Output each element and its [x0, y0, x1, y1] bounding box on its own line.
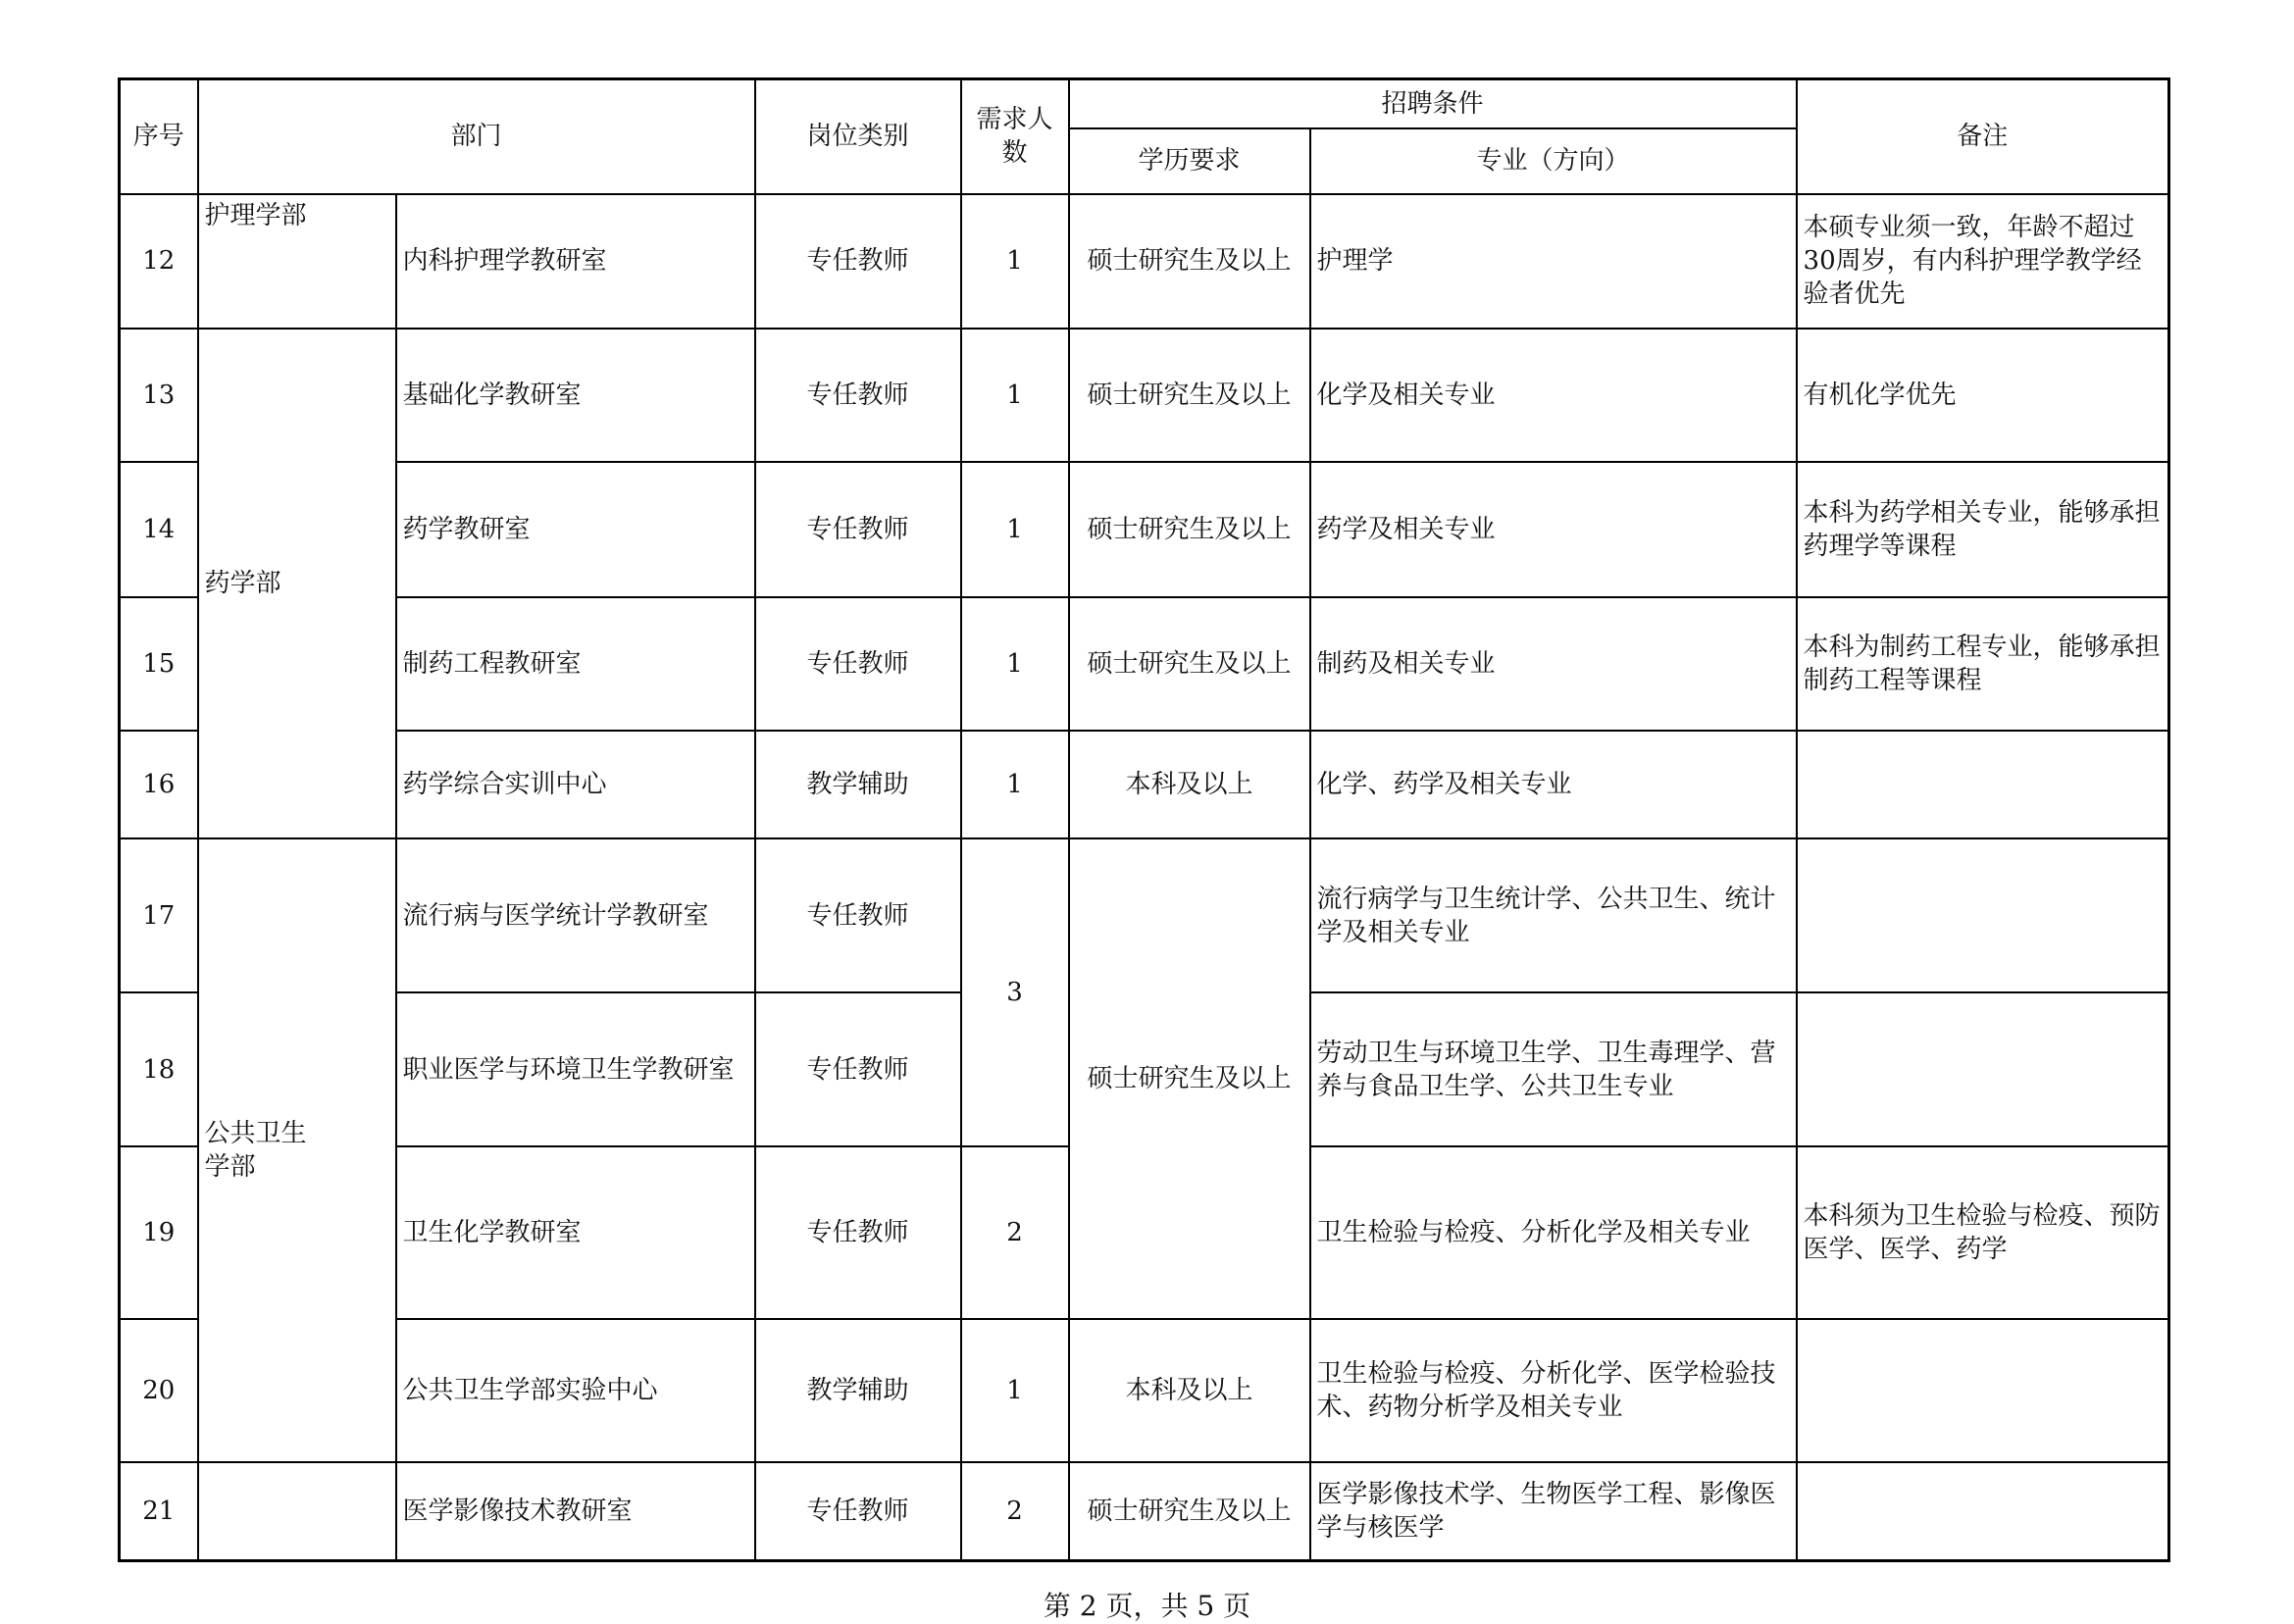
remark-cell: 有机化学优先: [1797, 329, 2169, 462]
subdept-cell: 公共卫生学部实验中心: [396, 1319, 755, 1462]
post-type-cell: 专任教师: [755, 838, 961, 991]
post-type-cell: 教学辅助: [755, 1319, 961, 1462]
seq-cell: 12: [120, 194, 198, 329]
remark-cell: [1797, 1462, 2169, 1560]
header-dept: 部门: [198, 79, 755, 194]
page-footer: 第 2 页，共 5 页: [1043, 1590, 1251, 1622]
recruitment-table: [118, 77, 2170, 1562]
seq-cell: 14: [120, 462, 198, 596]
remark-cell: 本科为药学相关专业，能够承担药理学等课程: [1797, 462, 2169, 596]
remark-cell: [1797, 1319, 2169, 1462]
post-type-cell: 专任教师: [755, 194, 961, 329]
table-row: [120, 1462, 2169, 1560]
seq-cell: 21: [120, 1462, 198, 1560]
count-cell-merged: 3: [961, 838, 1069, 1146]
remark-cell: [1797, 731, 2169, 838]
table-row: [120, 731, 2169, 838]
education-cell: 硕士研究生及以上: [1069, 329, 1310, 462]
count-cell: 1: [961, 597, 1069, 731]
dept-cell-public-health: [198, 838, 396, 1462]
subdept-cell: 药学综合实训中心: [396, 731, 755, 838]
table-row: [120, 329, 2169, 462]
major-cell: 化学、药学及相关专业: [1310, 731, 1797, 838]
dept-cell-nursing: 护理学部: [198, 194, 396, 329]
table-row: [120, 462, 2169, 596]
subdept-cell: 内科护理学教研室: [396, 194, 755, 329]
subdept-cell: 职业医学与环境卫生学教研室: [396, 992, 755, 1146]
dept-cell-pharmacy: 药学部: [198, 329, 396, 838]
count-cell: 1: [961, 462, 1069, 596]
header-major: 专业（方向）: [1310, 128, 1797, 194]
header-post-type: 岗位类别: [755, 79, 961, 194]
education-cell: 本科及以上: [1069, 731, 1310, 838]
header-seq: 序号: [120, 79, 198, 194]
header-count: 需求人数: [961, 79, 1069, 194]
major-cell: 药学及相关专业: [1310, 462, 1797, 596]
subdept-cell: 医学影像技术教研室: [396, 1462, 755, 1560]
seq-cell: 20: [120, 1319, 198, 1462]
count-cell: 2: [961, 1462, 1069, 1560]
remark-cell: [1797, 838, 2169, 991]
header-conditions: 招聘条件: [1069, 79, 1797, 128]
subdept-cell: 卫生化学教研室: [396, 1146, 755, 1319]
education-cell-merged: 硕士研究生及以上: [1069, 838, 1310, 1318]
header-education: 学历要求: [1069, 128, 1310, 194]
post-type-cell: 专任教师: [755, 992, 961, 1146]
post-type-cell: 专任教师: [755, 1146, 961, 1319]
major-cell: 卫生检验与检疫、分析化学及相关专业: [1310, 1146, 1797, 1319]
count-cell: 1: [961, 194, 1069, 329]
seq-cell: 15: [120, 597, 198, 731]
subdept-cell: 流行病与医学统计学教研室: [396, 838, 755, 991]
subdept-cell: 药学教研室: [396, 462, 755, 596]
major-cell: 劳动卫生与环境卫生学、卫生毒理学、营养与食品卫生学、公共卫生专业: [1310, 992, 1797, 1146]
table-row: [120, 838, 2169, 991]
post-type-cell: 教学辅助: [755, 731, 961, 838]
remark-cell: 本硕专业须一致，年龄不超过30周岁，有内科护理学教学经验者优先: [1797, 194, 2169, 329]
count-cell: 1: [961, 731, 1069, 838]
major-cell: 制药及相关专业: [1310, 597, 1797, 731]
education-cell: 硕士研究生及以上: [1069, 1462, 1310, 1560]
post-type-cell: 专任教师: [755, 597, 961, 731]
education-cell: 硕士研究生及以上: [1069, 597, 1310, 731]
education-cell: 硕士研究生及以上: [1069, 194, 1310, 329]
subdept-cell: 基础化学教研室: [396, 329, 755, 462]
seq-cell: 16: [120, 731, 198, 838]
seq-cell: 13: [120, 329, 198, 462]
education-cell: 硕士研究生及以上: [1069, 462, 1310, 596]
post-type-cell: 专任教师: [755, 329, 961, 462]
subdept-cell: 制药工程教研室: [396, 597, 755, 731]
count-cell: 1: [961, 1319, 1069, 1462]
major-cell: 化学及相关专业: [1310, 329, 1797, 462]
seq-cell: 18: [120, 992, 198, 1146]
count-cell: 2: [961, 1146, 1069, 1319]
remark-cell: 本科须为卫生检验与检疫、预防医学、医学、药学: [1797, 1146, 2169, 1319]
seq-cell: 19: [120, 1146, 198, 1319]
table-row: [120, 1319, 2169, 1462]
major-cell: 护理学: [1310, 194, 1797, 329]
post-type-cell: 专任教师: [755, 1462, 961, 1560]
post-type-cell: 专任教师: [755, 462, 961, 596]
table-row: [120, 597, 2169, 731]
dept-cell-empty: [198, 1462, 396, 1560]
education-cell: 本科及以上: [1069, 1319, 1310, 1462]
count-cell: 1: [961, 329, 1069, 462]
remark-cell: 本科为制药工程专业，能够承担制药工程等课程: [1797, 597, 2169, 731]
table-row: [120, 194, 2169, 329]
major-cell: 流行病学与卫生统计学、公共卫生、统计学及相关专业: [1310, 838, 1797, 991]
remark-cell: [1797, 992, 2169, 1146]
major-cell: 医学影像技术学、生物医学工程、影像医学与核医学: [1310, 1462, 1797, 1560]
seq-cell: 17: [120, 838, 198, 991]
major-cell: 卫生检验与检疫、分析化学、医学检验技术、药物分析学及相关专业: [1310, 1319, 1797, 1462]
dept-public-health-label: 公共卫生学部: [204, 1119, 307, 1183]
header-remark: 备注: [1797, 79, 2169, 194]
